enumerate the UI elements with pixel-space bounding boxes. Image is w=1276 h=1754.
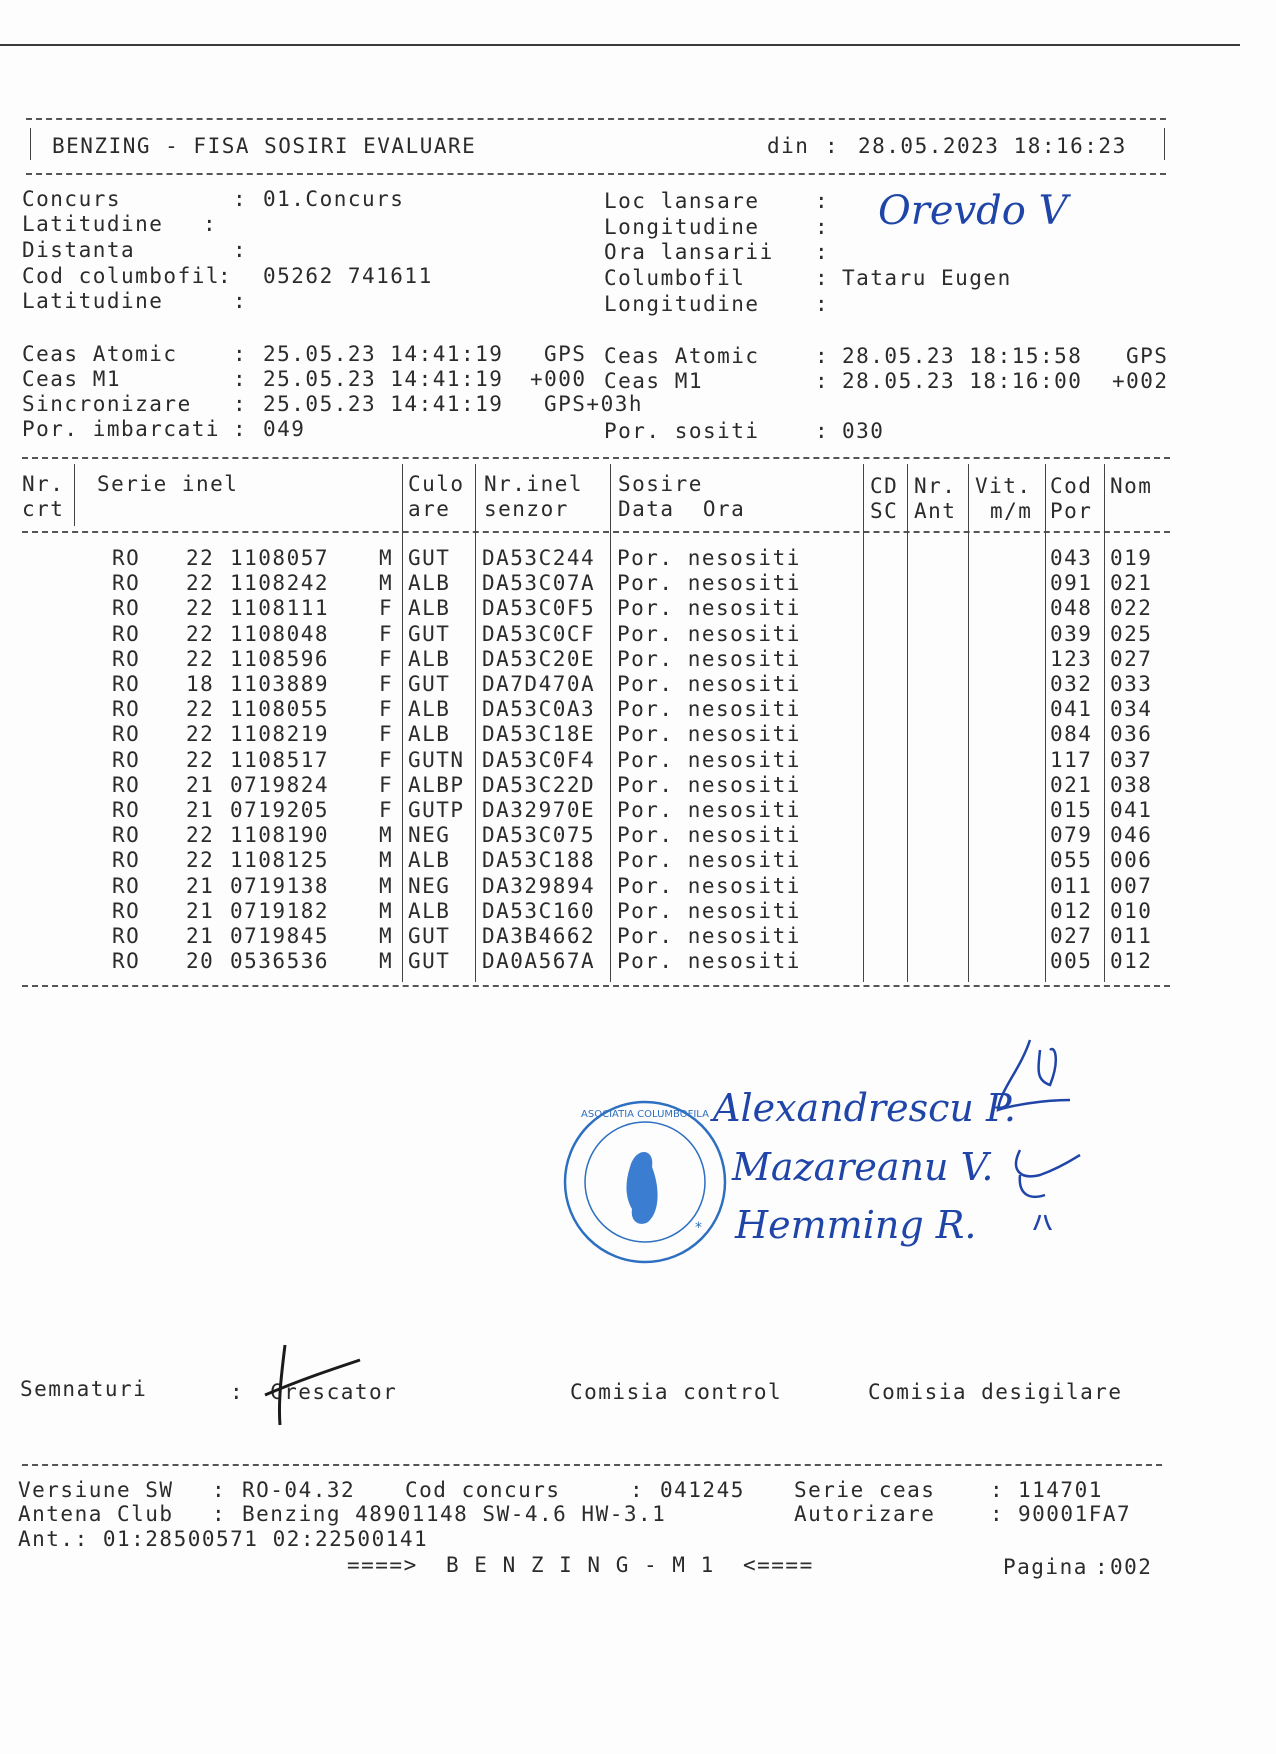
clock-suffix: +000 bbox=[530, 367, 587, 391]
clock-value: 030 bbox=[842, 419, 885, 443]
cell-nom: 037 bbox=[1110, 747, 1153, 772]
pigeon-icon bbox=[626, 1152, 657, 1224]
cell-sex: M bbox=[379, 571, 394, 596]
info-colon: : bbox=[815, 189, 830, 213]
clock-label: Ceas Atomic bbox=[604, 344, 760, 368]
cell-nom: 022 bbox=[1110, 596, 1153, 621]
cell-sosire: Por. nesositi bbox=[617, 722, 801, 747]
cell-sex: M bbox=[379, 848, 394, 873]
info-label: Latitudine bbox=[22, 289, 164, 313]
cell-sosire: Por. nesositi bbox=[617, 823, 801, 848]
stamp-text: ASOCIATIA COLUMBOFILA bbox=[581, 1109, 709, 1120]
cell-culoare: GUT bbox=[408, 621, 451, 646]
cell-culoare: ALBP bbox=[408, 772, 465, 797]
cell-culoare: GUTP bbox=[408, 798, 465, 822]
cell-sosire: Por. nesositi bbox=[617, 747, 801, 772]
clock-value: 25.05.23 14:41:19 bbox=[263, 392, 504, 416]
clock-colon: : bbox=[815, 419, 830, 443]
signatures-colon: : bbox=[230, 1380, 245, 1404]
footer-value: 041245 bbox=[660, 1478, 745, 1502]
clock-value: 28.05.23 18:15:58 bbox=[842, 344, 1083, 368]
cell-nom: 021 bbox=[1110, 571, 1153, 596]
cell-culoare: NEG bbox=[408, 873, 451, 898]
cell-sex: F bbox=[379, 596, 394, 621]
cell-tara: RO bbox=[112, 898, 141, 923]
info-colon: : bbox=[815, 266, 830, 290]
footer-banner: ====> B E N Z I N G - M 1 <==== bbox=[347, 1553, 814, 1577]
info-label: Loc lansare bbox=[604, 189, 760, 213]
cell-an: 20 bbox=[186, 949, 215, 974]
footer-colon: : bbox=[630, 1478, 645, 1502]
cell-sex: F bbox=[379, 747, 394, 772]
info-label: Cod columbofil bbox=[22, 264, 221, 288]
cell-tara: RO bbox=[112, 747, 141, 772]
clock-value: 049 bbox=[263, 417, 306, 441]
cell-sex: F bbox=[379, 672, 394, 696]
cell-sex: M bbox=[379, 924, 394, 948]
cell-inel: 1103889 bbox=[230, 672, 330, 696]
report-title: BENZING - FISA SOSIRI EVALUARE bbox=[52, 134, 477, 158]
cell-inel: 0719138 bbox=[230, 873, 330, 898]
cell-an: 22 bbox=[186, 747, 215, 772]
cell-cod: 005 bbox=[1050, 949, 1093, 974]
cell-culoare: GUTN bbox=[408, 747, 465, 772]
cell-tara: RO bbox=[112, 848, 141, 873]
cell-senzor: DA53C07A bbox=[482, 571, 596, 596]
cell-inel: 0719845 bbox=[230, 924, 330, 948]
cell-an: 18 bbox=[186, 672, 215, 696]
handwritten-name: Alexandrescu P. bbox=[713, 1086, 1016, 1130]
cell-an: 22 bbox=[186, 697, 215, 722]
table-row bbox=[0, 622, 1276, 647]
cell-senzor: DA7D470A bbox=[482, 672, 596, 696]
info-label: Ora lansarii bbox=[604, 240, 774, 264]
cell-sosire: Por. nesositi bbox=[617, 898, 801, 923]
cell-nom: 027 bbox=[1110, 646, 1153, 671]
signature-initials bbox=[990, 1030, 1090, 1230]
cell-sosire: Por. nesositi bbox=[617, 848, 801, 873]
report-date-colon: : bbox=[825, 134, 840, 158]
footer-page-label: Pagina bbox=[1003, 1555, 1088, 1579]
cell-inel: 1108125 bbox=[230, 848, 330, 873]
footer-colon: : bbox=[212, 1478, 227, 1502]
clock-label: Por. sositi bbox=[604, 419, 760, 443]
svg-text:*: * bbox=[695, 1220, 702, 1236]
clock-label: Ceas M1 bbox=[22, 367, 122, 391]
cell-sosire: Por. nesositi bbox=[617, 596, 801, 621]
cell-senzor: DA3B4662 bbox=[482, 924, 596, 948]
info-colon: : bbox=[815, 292, 830, 316]
col-header: CD bbox=[870, 474, 899, 498]
cell-nom: 012 bbox=[1110, 949, 1153, 974]
cell-inel: 1108190 bbox=[230, 823, 330, 848]
clock-value: 25.05.23 14:41:19 bbox=[263, 367, 504, 391]
cell-cod: 015 bbox=[1050, 798, 1093, 822]
info-colon: : bbox=[203, 212, 218, 236]
cell-cod: 117 bbox=[1050, 747, 1093, 772]
cell-culoare: NEG bbox=[408, 823, 451, 848]
cell-nom: 011 bbox=[1110, 924, 1153, 948]
cell-senzor: DA53C160 bbox=[482, 898, 596, 923]
col-header: SC bbox=[870, 499, 899, 523]
cell-tara: RO bbox=[112, 722, 141, 747]
cell-inel: 1108048 bbox=[230, 621, 330, 646]
cell-an: 22 bbox=[186, 646, 215, 671]
col-header: Data Ora bbox=[618, 497, 746, 521]
table-bottom-border bbox=[22, 985, 1170, 987]
cell-sex: M bbox=[379, 898, 394, 923]
footer-divider bbox=[22, 1464, 1162, 1466]
signature-scribble bbox=[260, 1340, 370, 1430]
info-label: Longitudine bbox=[604, 292, 760, 316]
cell-sosire: Por. nesositi bbox=[617, 672, 801, 696]
cell-nom: 046 bbox=[1110, 823, 1153, 848]
clock-colon: : bbox=[233, 367, 248, 391]
cell-sex: M bbox=[379, 546, 394, 570]
col-header: Nom bbox=[1110, 474, 1153, 498]
cell-inel: 1108057 bbox=[230, 546, 330, 570]
cell-senzor: DA53C0F5 bbox=[482, 596, 596, 621]
info-label: Latitudine bbox=[22, 212, 164, 236]
cell-an: 22 bbox=[186, 722, 215, 747]
cell-senzor: DA53C075 bbox=[482, 823, 596, 848]
cell-cod: 041 bbox=[1050, 697, 1093, 722]
info-value: Tataru Eugen bbox=[842, 266, 1012, 290]
info-value: 01.Concurs bbox=[263, 187, 405, 211]
col-header: Vit. bbox=[975, 474, 1032, 498]
clock-colon: : bbox=[233, 417, 248, 441]
table-row bbox=[0, 596, 1276, 621]
table-row bbox=[0, 798, 1276, 823]
col-header: Nr. bbox=[914, 474, 957, 498]
cell-sosire: Por. nesositi bbox=[617, 772, 801, 797]
col-header: Por bbox=[1050, 499, 1093, 523]
footer-value: 114701 bbox=[1018, 1478, 1103, 1502]
cell-sex: F bbox=[379, 621, 394, 646]
col-header: Culo bbox=[408, 472, 465, 496]
footer-colon: : bbox=[212, 1502, 227, 1526]
cell-sex: F bbox=[379, 697, 394, 722]
signature-comisia-desigilare: Comisia desigilare bbox=[868, 1380, 1123, 1404]
clock-colon: : bbox=[815, 369, 830, 393]
cell-an: 22 bbox=[186, 546, 215, 570]
cell-tara: RO bbox=[112, 772, 141, 797]
cell-cod: 011 bbox=[1050, 873, 1093, 898]
cell-senzor: DA329894 bbox=[482, 873, 596, 898]
cell-cod: 039 bbox=[1050, 621, 1093, 646]
cell-sex: M bbox=[379, 823, 394, 848]
col-header: Nr. bbox=[22, 472, 65, 496]
cell-senzor: DA0A567A bbox=[482, 949, 596, 974]
cell-cod: 048 bbox=[1050, 596, 1093, 621]
title-box-top-border bbox=[26, 118, 1166, 120]
cell-tara: RO bbox=[112, 596, 141, 621]
cell-culoare: ALB bbox=[408, 697, 451, 722]
info-label: Distanta bbox=[22, 238, 136, 262]
cell-nom: 007 bbox=[1110, 873, 1153, 898]
col-separator bbox=[74, 464, 75, 526]
cell-nom: 025 bbox=[1110, 621, 1153, 646]
cell-cod: 032 bbox=[1050, 672, 1093, 696]
cell-senzor: DA53C20E bbox=[482, 646, 596, 671]
table-row bbox=[0, 949, 1276, 974]
cell-an: 22 bbox=[186, 621, 215, 646]
clock-suffix: GPS bbox=[1126, 344, 1169, 368]
col-header: Sosire bbox=[618, 472, 703, 496]
cell-tara: RO bbox=[112, 571, 141, 596]
cell-tara: RO bbox=[112, 546, 141, 570]
cell-cod: 021 bbox=[1050, 772, 1093, 797]
cell-culoare: ALB bbox=[408, 571, 451, 596]
cell-an: 21 bbox=[186, 772, 215, 797]
cell-inel: 1108055 bbox=[230, 697, 330, 722]
table-row bbox=[0, 672, 1276, 697]
info-colon: : bbox=[233, 289, 248, 313]
cell-sex: F bbox=[379, 798, 394, 822]
cell-culoare: ALB bbox=[408, 596, 451, 621]
cell-tara: RO bbox=[112, 798, 141, 822]
cell-nom: 006 bbox=[1110, 848, 1153, 873]
clock-value: 25.05.23 14:41:19 bbox=[263, 342, 504, 366]
cell-inel: 1108517 bbox=[230, 747, 330, 772]
cell-an: 22 bbox=[186, 596, 215, 621]
cell-an: 22 bbox=[186, 823, 215, 848]
cell-sex: F bbox=[379, 772, 394, 797]
cell-an: 21 bbox=[186, 873, 215, 898]
cell-culoare: GUT bbox=[408, 949, 451, 974]
col-header: Ant bbox=[914, 499, 957, 523]
cell-sosire: Por. nesositi bbox=[617, 621, 801, 646]
cell-sosire: Por. nesositi bbox=[617, 697, 801, 722]
col-header: are bbox=[408, 497, 451, 521]
cell-cod: 079 bbox=[1050, 823, 1093, 848]
footer-value: RO-04.32 bbox=[242, 1478, 356, 1502]
table-row bbox=[0, 697, 1276, 722]
col-header: Nr.inel bbox=[484, 472, 584, 496]
cell-nom: 019 bbox=[1110, 546, 1153, 570]
cell-inel: 0719824 bbox=[230, 772, 330, 797]
clock-label: Ceas M1 bbox=[604, 369, 704, 393]
info-label: Concurs bbox=[22, 187, 122, 211]
cell-culoare: ALB bbox=[408, 848, 451, 873]
cell-sosire: Por. nesositi bbox=[617, 924, 801, 948]
table-row bbox=[0, 899, 1276, 924]
table-row bbox=[0, 823, 1276, 848]
cell-tara: RO bbox=[112, 873, 141, 898]
cell-tara: RO bbox=[112, 949, 141, 974]
title-box-bottom-border bbox=[26, 173, 1166, 175]
col-header: m/m bbox=[990, 499, 1033, 523]
cell-sosire: Por. nesositi bbox=[617, 873, 801, 898]
clock-label: Sincronizare bbox=[22, 392, 192, 416]
cell-an: 22 bbox=[186, 571, 215, 596]
clock-value: 28.05.23 18:16:00 bbox=[842, 369, 1083, 393]
table-row bbox=[0, 874, 1276, 899]
cell-an: 21 bbox=[186, 798, 215, 822]
cell-senzor: DA53C244 bbox=[482, 546, 596, 570]
info-colon: : bbox=[218, 264, 233, 288]
signature-comisia-control: Comisia control bbox=[570, 1380, 783, 1404]
cell-sex: F bbox=[379, 722, 394, 747]
footer-page-colon: : bbox=[1095, 1555, 1110, 1579]
cell-cod: 043 bbox=[1050, 546, 1093, 570]
cell-cod: 012 bbox=[1050, 898, 1093, 923]
cell-culoare: GUT bbox=[408, 546, 451, 570]
col-header: crt bbox=[22, 497, 65, 521]
info-colon: : bbox=[815, 215, 830, 239]
cell-tara: RO bbox=[112, 823, 141, 848]
table-row bbox=[0, 571, 1276, 596]
cell-sex: M bbox=[379, 873, 394, 898]
cell-senzor: DA32970E bbox=[482, 798, 596, 822]
table-row bbox=[0, 647, 1276, 672]
table-row bbox=[0, 722, 1276, 747]
clock-suffix: GPS+03h bbox=[544, 392, 644, 416]
cell-culoare: ALB bbox=[408, 646, 451, 671]
col-header: Serie inel bbox=[97, 472, 239, 496]
cell-cod: 055 bbox=[1050, 848, 1093, 873]
cell-sosire: Por. nesositi bbox=[617, 571, 801, 596]
club-stamp bbox=[560, 1097, 730, 1267]
cell-sosire: Por. nesositi bbox=[617, 949, 801, 974]
clock-colon: : bbox=[233, 342, 248, 366]
cell-an: 22 bbox=[186, 848, 215, 873]
footer-antennas: Ant.: 01:28500571 02:22500141 bbox=[18, 1527, 429, 1551]
info-label: Columbofil bbox=[604, 266, 746, 290]
handwritten-location: Orevdo V bbox=[878, 188, 1068, 234]
cell-senzor: DA53C0CF bbox=[482, 621, 596, 646]
cell-cod: 123 bbox=[1050, 646, 1093, 671]
cell-cod: 084 bbox=[1050, 722, 1093, 747]
cell-culoare: GUT bbox=[408, 672, 451, 696]
cell-an: 21 bbox=[186, 924, 215, 948]
page-top-border bbox=[0, 44, 1240, 46]
cell-cod: 091 bbox=[1050, 571, 1093, 596]
cell-inel: 0719205 bbox=[230, 798, 330, 822]
info-colon: : bbox=[233, 187, 248, 211]
cell-inel: 1108219 bbox=[230, 722, 330, 747]
title-box-left-border bbox=[30, 128, 31, 160]
cell-nom: 038 bbox=[1110, 772, 1153, 797]
cell-an: 21 bbox=[186, 898, 215, 923]
title-box-right-border bbox=[1164, 128, 1165, 160]
signature-crescator: Crescator bbox=[270, 1380, 398, 1404]
handwritten-name: Mazareanu V. bbox=[732, 1145, 994, 1189]
cell-tara: RO bbox=[112, 672, 141, 696]
cell-senzor: DA53C22D bbox=[482, 772, 596, 797]
cell-senzor: DA53C0A3 bbox=[482, 697, 596, 722]
report-date-label: din bbox=[767, 134, 810, 158]
cell-inel: 1108242 bbox=[230, 571, 330, 596]
signatures-label: Semnaturi bbox=[20, 1377, 148, 1401]
cell-tara: RO bbox=[112, 646, 141, 671]
clock-suffix: +002 bbox=[1112, 369, 1169, 393]
footer-label: Versiune SW bbox=[18, 1478, 174, 1502]
table-row bbox=[0, 924, 1276, 949]
cell-culoare: ALB bbox=[408, 722, 451, 747]
table-row bbox=[0, 748, 1276, 773]
table-row bbox=[0, 546, 1276, 571]
cell-inel: 1108111 bbox=[230, 596, 330, 621]
clock-colon: : bbox=[233, 392, 248, 416]
clock-colon: : bbox=[815, 344, 830, 368]
footer-value: 90001FA7 bbox=[1018, 1502, 1132, 1526]
cell-sosire: Por. nesositi bbox=[617, 798, 801, 822]
cell-nom: 034 bbox=[1110, 697, 1153, 722]
cell-nom: 033 bbox=[1110, 672, 1153, 696]
footer-label: Antena Club bbox=[18, 1502, 174, 1526]
clock-suffix: GPS bbox=[544, 342, 587, 366]
footer-page-number: 002 bbox=[1110, 1555, 1153, 1579]
cell-tara: RO bbox=[112, 697, 141, 722]
table-row bbox=[0, 773, 1276, 798]
cell-inel: 1108596 bbox=[230, 646, 330, 671]
footer-value: Benzing 48901148 SW-4.6 HW-3.1 bbox=[242, 1502, 667, 1526]
cell-sosire: Por. nesositi bbox=[617, 546, 801, 570]
col-header: senzor bbox=[484, 497, 569, 521]
cell-senzor: DA53C188 bbox=[482, 848, 596, 873]
cell-sex: F bbox=[379, 646, 394, 671]
cell-nom: 041 bbox=[1110, 798, 1153, 822]
cell-senzor: DA53C18E bbox=[482, 722, 596, 747]
cell-culoare: ALB bbox=[408, 898, 451, 923]
info-colon: : bbox=[233, 238, 248, 262]
cell-culoare: GUT bbox=[408, 924, 451, 948]
cell-nom: 036 bbox=[1110, 722, 1153, 747]
table-top-border bbox=[22, 457, 1170, 459]
footer-colon: : bbox=[990, 1502, 1005, 1526]
table-row bbox=[0, 848, 1276, 873]
handwritten-name: Hemming R. bbox=[735, 1203, 977, 1247]
cell-inel: 0719182 bbox=[230, 898, 330, 923]
footer-label: Serie ceas bbox=[794, 1478, 936, 1502]
cell-sex: M bbox=[379, 949, 394, 974]
cell-sosire: Por. nesositi bbox=[617, 646, 801, 671]
footer-colon: : bbox=[990, 1478, 1005, 1502]
clock-label: Por. imbarcati bbox=[22, 417, 221, 441]
footer-label: Autorizare bbox=[794, 1502, 936, 1526]
cell-senzor: DA53C0F4 bbox=[482, 747, 596, 772]
cell-nom: 010 bbox=[1110, 898, 1153, 923]
info-label: Longitudine bbox=[604, 215, 760, 239]
info-colon: : bbox=[815, 240, 830, 264]
cell-tara: RO bbox=[112, 924, 141, 948]
info-value: 05262 741611 bbox=[263, 264, 433, 288]
report-date: 28.05.2023 18:16:23 bbox=[858, 134, 1127, 158]
col-header: Cod bbox=[1050, 474, 1093, 498]
cell-cod: 027 bbox=[1050, 924, 1093, 948]
cell-inel: 0536536 bbox=[230, 949, 330, 974]
table-header-border bbox=[22, 531, 1170, 533]
footer-label: Cod concurs bbox=[405, 1478, 561, 1502]
clock-label: Ceas Atomic bbox=[22, 342, 178, 366]
cell-tara: RO bbox=[112, 621, 141, 646]
